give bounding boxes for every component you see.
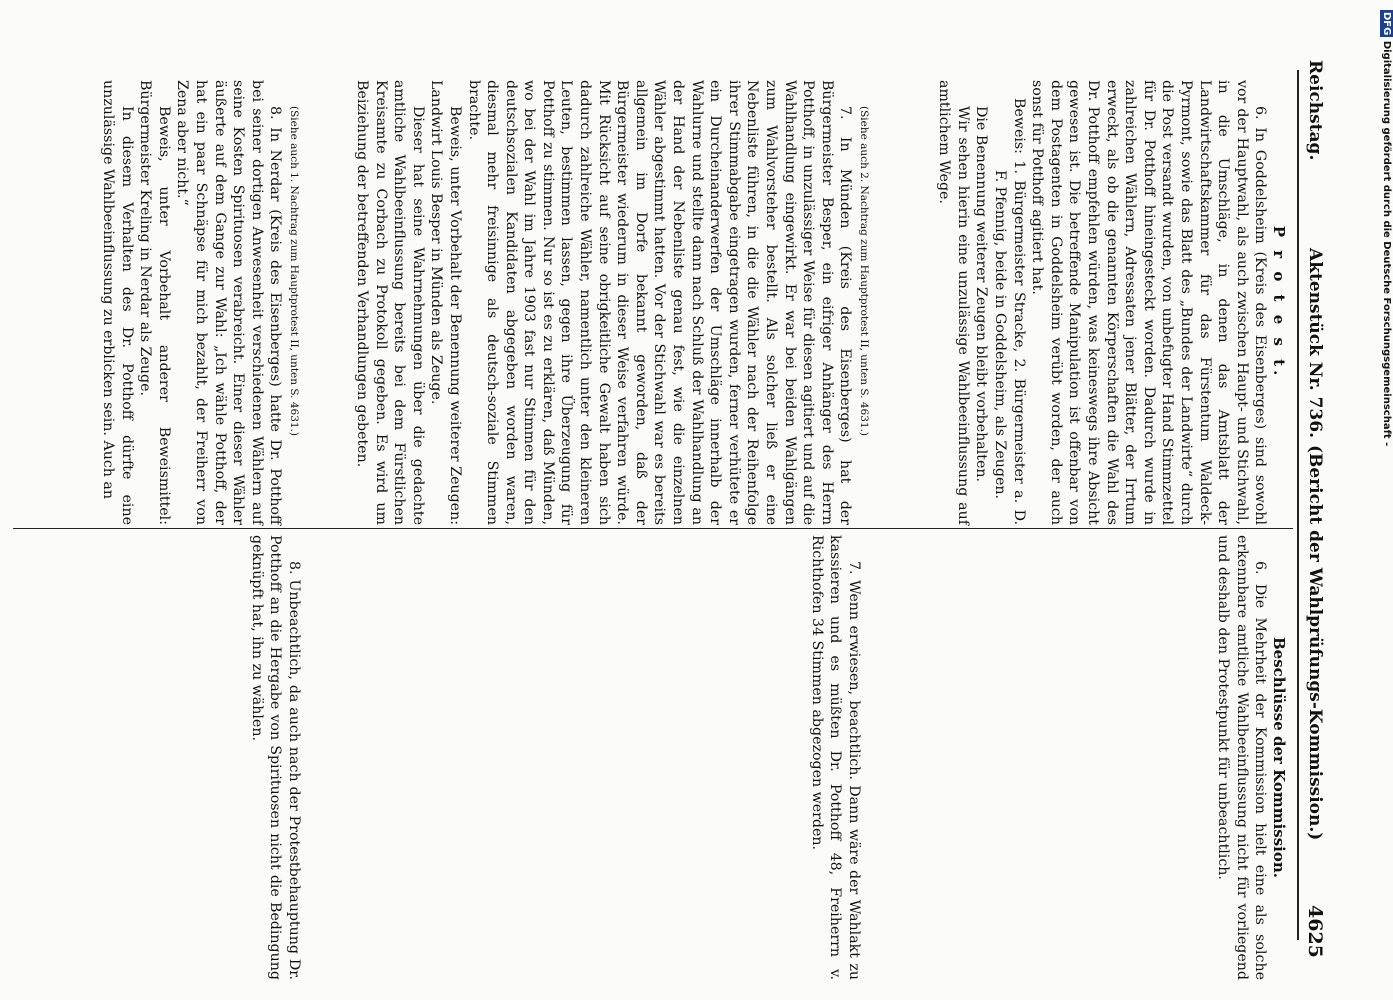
evidence-7: Beweis, unter Vorbehalt der Benennung weiterer Zeugen: Landwirt Louis Besper in Münden als Zeuge.	[428, 80, 463, 525]
protest-detail-7: Dieser hat seine Wahrnehmungen über die gedachte amtliche Wahlbeeinflussung bereits bei dem Fürstlichen Kreisamte zu Corbach zu Protokoll gegeben. Es wird um Beiziehung der betreffenden Verhandlungen gebeten.	[353, 80, 426, 525]
digitization-credit	[1370, 10, 1392, 700]
reference-8: (Siehe auch 1. Nachtrag zum Hauptprotest II, unten S. 4631.)	[288, 106, 300, 437]
dfg-logo: DFG	[1381, 12, 1392, 36]
decision-column-bottom	[223, 535, 303, 980]
protest-heading: P r o t e s t.	[1270, 225, 1288, 380]
page-number: 4625	[1304, 905, 1326, 958]
protest-column-bottom	[13, 80, 303, 525]
decision-column-top	[888, 535, 1288, 980]
protest-column-middle	[313, 80, 873, 525]
protest-point-8: 8. In Nerdar (Kreis des Eisenberges) hatte Dr. Potthoff bei seiner dortigen Anwesenheit verschiedenen Wählern auf seine Kosten Spirituosen verabreicht. Einer dieser Wähler äußerte auf dem Gange zur Wahl: „Ich wähle Potthoff, der hat ein paar Schnäpse für mich bezahlt, der Freiherr von Zena aber nicht.“	[174, 80, 284, 525]
column-divider	[13, 528, 1293, 529]
decision-7: 7. Wenn erwiesen, beachtlich. Dann wäre der Wahlakt zu kassieren und es müßten Dr. Potthoff 48, Freiherrn v. Richthofen 34 Stimmen abgezogen werden.	[808, 535, 862, 980]
protest-point-7: 7. In Münden (Kreis des Eisenberges) hat der Bürgermeister Besper, ein eifriger Anhänger des Herrn Potthoff, in unzulässiger Weise für diesen agitiert und auf die Wahlhandlung eingewirkt. Er war bei beiden Wahlgängen zum Wahlvorsteher bestellt. Als solcher ließ er eine Nebenliste führen, in die die Wähler nach der Reihenfolge ihrer Stimmabgabe eingetragen wurden, ferner verhütete er ein Durcheinanderwerfen der Umschläge innerhalb der Wahlurne und stellte dann nach Schluß der Wahlhandlung an der Hand der Nebenliste genau fest, wie die einzelnen Wähler abgestimmt hatten. Vor der Stichwahl war es bereits allgemein im Dorfe bekannt geworden, daß der Bürgermeister wiederum in dieser Weise verfahren würde. Mit Rücksicht auf seine obrigkeitliche Gewalt haben sich dadurch zahlreiche Wähler, namentlich unter den kleineren Leuten, bestimmen lassen, gegen ihre Überzeugung für Potthoff zu stimmen. Nur so ist es zu erklären, daß Münden, wo bei der Wahl im Jahre 1903 fast nur Stimmen für den deutschsozialen Kandidaten abgegeben worden waren, diesmal mehr freisinnige als deutsch-soziale Stimmen brachte.	[465, 80, 854, 525]
evidence-6: Beweis: 1. Bürgermeister Stracke, 2. Bürgermeister a. D. F. Pfennig, beide in Goddelsheim, als Zeugen.	[992, 98, 1027, 525]
decision-column-middle	[783, 535, 863, 980]
header-center: Aktenstück Nr. 736.	[1305, 248, 1325, 439]
decisions-heading: Beschlüsse der Kommission.	[1270, 637, 1288, 878]
header-title: (Bericht der Wahlprüfungs-Kommission.)	[1305, 445, 1325, 841]
protest-conclusion-8: In diesem Verhalten des Dr. Potthoff dürfte eine unzulässige Wahlbeeinflussung zu erblicken sein. Auch an	[100, 80, 135, 525]
evidence-8: Beweis, unter Vorbehalt anderer Beweismittel: Bürgermeister Kreling in Nerdar als Zeuge.	[137, 80, 172, 525]
reference-7: (Siehe auch 2. Nachtrag zum Hauptprotest II, unten S. 4631.)	[858, 106, 870, 437]
credit-text: Digitalisierung gefördert durch die Deutsche Forschungsgemeinschaft -	[1381, 40, 1392, 447]
header-left: Reichstag.	[1305, 60, 1325, 161]
protest-point-6: 6. In Goddelsheim (Kreis des Eisenberges) sind sowohl vor der Hauptwahl, als auch zwischen Haupt- und Stichwahl, in die Umschläge, in denen das Amtsblatt der Landwirtschaftskammer für das Fürstentum Waldeck-Pyrmont, sowie das Blatt des „Bundes der Landwirte“ durch die Post versandt wurden, von unbefugter Hand Stimmzettel für Dr. Potthoff hineingesteckt worden. Dadurch wurde in zahlreichen Wählern, Adressaten jener Blätter, der Irrtum erweckt, als ob die genannten Körperschaften die Wahl des Dr. Potthoff empfehlen würden, was keineswegs ihre Absicht gewesen ist. Die betreffende Manipulation ist offenbar von dem Postagenten in Goddelsheim verübt worden, der auch sonst für Potthoff agitiert hat.	[1029, 80, 1269, 525]
header-rule	[1297, 70, 1299, 940]
decision-6: 6. Die Mehrheit der Kommission hielt eine als solche erkennbare amtliche Wahlbeeinflussung nicht für vorliegend und deshalb den Protestpunkt für unbeachtlich.	[1215, 535, 1269, 980]
decision-8: 8. Unbeachtlich, da auch nach der Protestbehauptung Dr. Potthoff an die Hergabe von Spirituosen nicht die Bedingung geknüpft hat, ihn zu wählen.	[248, 535, 302, 980]
witness-note: Die Benennung weiterer Zeugen bleibt vorbehalten.	[973, 106, 990, 483]
protest-column-top	[893, 80, 1288, 525]
protest-conclusion-6: Wir sehen hierin eine unzulässige Wahlbeeinflussung auf amtlichem Wege.	[936, 80, 971, 525]
